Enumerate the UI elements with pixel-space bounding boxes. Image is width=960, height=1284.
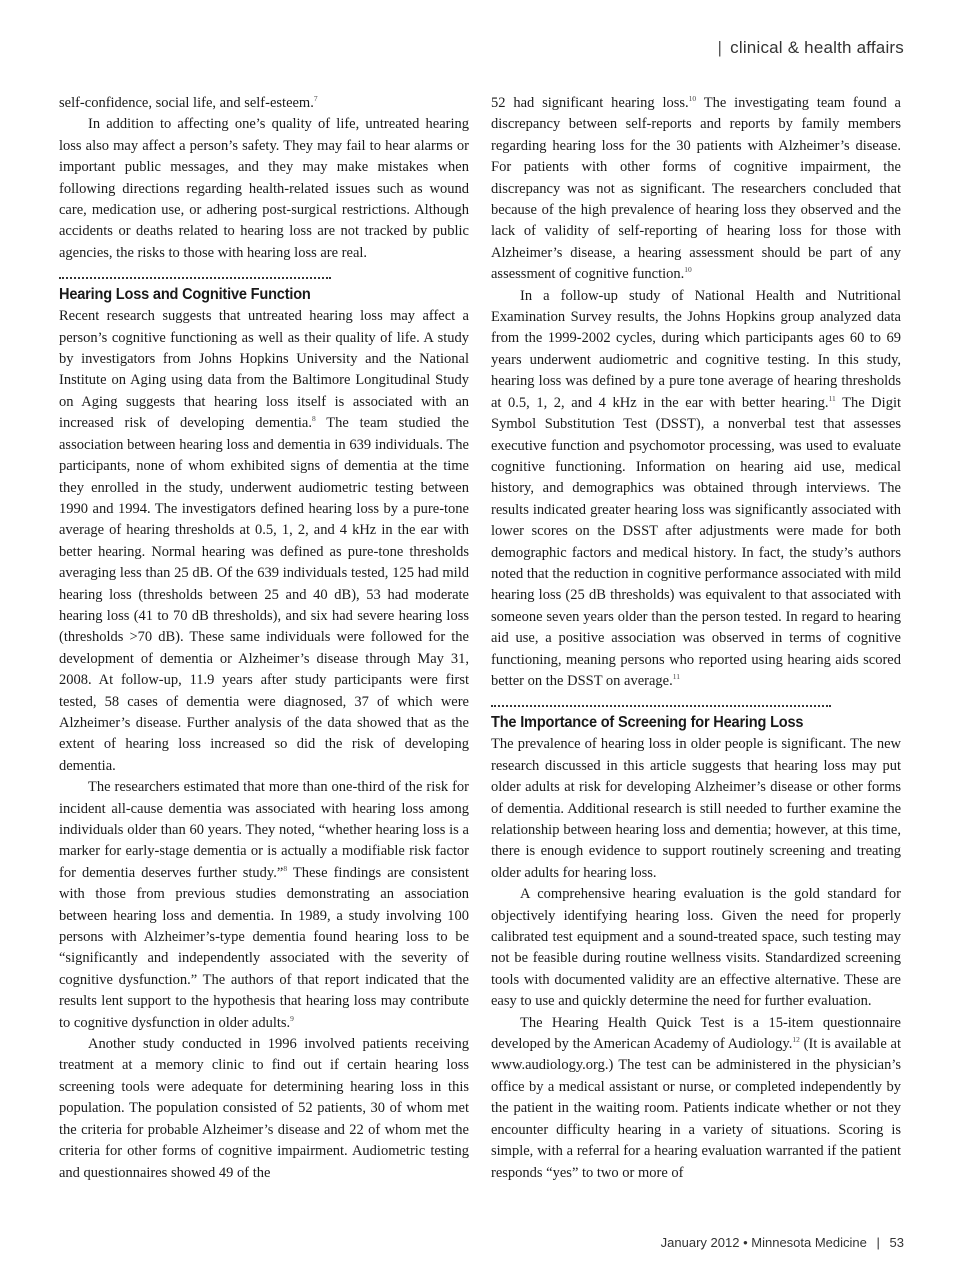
- journal-name: Minnesota Medicine: [751, 1235, 867, 1250]
- reference-marker: 8: [283, 863, 288, 873]
- running-head-separator: |: [717, 38, 723, 57]
- issue-date: January 2012: [660, 1235, 740, 1250]
- reference-marker: 10: [684, 265, 692, 275]
- reference-marker: 9: [290, 1013, 294, 1023]
- paragraph: In a follow-up study of National Health and Nutritional Examination Survey results, the Johns Hopkins group analyzed data from the 1999-2002 cycles, during which participants ages 60 to 69 years underwent audiometric and cognitive testing. In this study, hearing loss was defined by a pure tone average of hearing thresholds at 0.5, 1, 2, and 4 kHz in the ear with better hearing.$^{11}$ The Digit Symbol Substitution Test (DSST), a nonverbal test that assesses executive function and psychomotor processing, was used to evaluate cognitive functioning. Information on hearing aid use, medical history, and demographics was obtained through interviews. The results indicated greater hearing loss was significantly associated with lower scores on the DSST after adjustments were made for both demographic factors and medical history. In fact, the study’s authors noted that the reduction in cognitive performance associated with mild hearing loss (25 dB thresholds) was equivalent to that associated with someone seven years older than the person tested. In regard to hearing aid use, a positive association was observed in terms of cognitive functioning, meaning persons who reported using hearing aids scored better on the DSST on average.$^{11}$: [491, 287, 901, 689]
- left-column: [59, 93, 469, 1184]
- paragraph: self-confidence, social life, and self-esteem.$^7$: [59, 94, 318, 111]
- section-heading-screening: The Importance of Screening for Hearing Loss: [491, 714, 804, 732]
- section-divider: [59, 277, 331, 279]
- reference-marker: 10: [688, 94, 697, 103]
- reference-marker: 7: [313, 94, 318, 103]
- paragraph: The prevalence of hearing loss in older people is significant. The new research discussed in this article suggests that hearing loss may put older adults at risk for developing Alzheimer’s disease or other forms of dementia. Additional research is still needed to further examine the relationship between hearing loss and dementia; however, at this time, there is enough evidence to support routinely screening and treating older adults for hearing loss.: [491, 736, 901, 881]
- paragraph: Recent research suggests that untreated hearing loss may affect a person’s cognitive functioning as well as their quality of life. A study by investigators from Johns Hopkins University and the National Institute on Aging using data from the Baltimore Longitudinal Study on Aging suggests that hearing loss itself is associated with an increased risk of developing dementia.$^8$ The team studied the association between hearing loss and dementia in 639 individuals. The participants, none of whom exhibited signs of dementia at the time they enrolled in the study, underwent audiometric testing between 1990 and 1994. The investigators defined hearing loss by a pure-tone average of hearing thresholds at 0.5, 1, 2, and 4 kHz in the ear with better hearing. Normal hearing was defined as pure-tone thresholds averaging less than 25 dB. Of the 639 individuals tested, 125 had mild hearing loss (thresholds between 25 and 40 dB), 53 had moderate hearing loss (41 to 70 dB thresholds), and six had severe hearing loss (thresholds >70 dB). These same individuals were followed for the development of dementia or Alzheimer’s disease through May 31, 2008. At follow-up, 11.9 years after study participants were first tested, 58 cases of dementia were diagnosed, 37 of which were Alzheimer’s disease. Further analysis of the data showed that as the extent of hearing loss increased so did the risk of developing dementia.: [59, 308, 469, 774]
- right-column: [491, 93, 901, 1184]
- section-divider: [491, 705, 831, 707]
- paragraph: A comprehensive hearing evaluation is the gold standard for objectively identifying hearing loss. Given the need for properly calibrated test equipment and a sound-treated space, such testing may not be feasible during routine wellness visits. Standardized screening tools with documented validity are an effective alternative. These are easy to use and quickly determine the need for further evaluation.: [491, 886, 901, 1010]
- footer-separator: |: [876, 1235, 880, 1250]
- reference-marker: 11: [828, 393, 836, 403]
- page-number: 53: [889, 1235, 904, 1250]
- footer-bullet: •: [743, 1235, 748, 1250]
- paragraph: 52 had significant hearing loss.$^{10}$ The investigating team found a discrepancy between self-reports and reports by family members regarding hearing loss for the 30 patients with Alzheimer’s disease. For patients with other forms of cognitive impairment, the discrepancy was not as significant. The researchers concluded that because of the high prevalence of hearing loss they observed and the lack of validity of self-reporting of hearing loss for those with Alzheimer’s disease, a hearing assessment should be part of any assessment of cognitive function.$^{10}$: [491, 94, 901, 283]
- page-footer: [661, 1235, 904, 1250]
- running-head: [718, 38, 904, 58]
- paragraph: In addition to affecting one’s quality of life, untreated hearing loss also may affect a person’s safety. They may fail to hear alarms or important public messages, and they may make mistakes when following directions regarding health-related issues such as wound care, medication use, or adhering post-surgical restrictions. Although accidents or deaths related to hearing loss are not tracked by public agencies, the risks to those with hearing loss are real.: [59, 116, 469, 261]
- reference-marker: 8: [311, 414, 316, 424]
- reference-marker: 12: [792, 1035, 800, 1045]
- reference-marker: 11: [672, 671, 680, 681]
- section-heading-cognitive-function: Hearing Loss and Cognitive Function: [59, 286, 311, 304]
- paragraph: The researchers estimated that more than one-third of the risk for incident all-cause dementia was associated with hearing loss among individuals older than 60 years. They noted, “whether hearing loss is a marker for early-stage dementia or is actually a modifiable risk factor for dementia deserves further study.”$^8$ These findings are consistent with those from previous studies demonstrating an association between hearing loss and dementia. In 1989, a study involving 100 persons with Alzheimer’s-type dementia found hearing loss to be “significantly and independently associated with the severity of cognitive dysfunction.” The authors of that report indicated that the results lent support to the hypothesis that hearing loss may contribute to cognitive dysfunction in older adults.$^9$: [59, 779, 469, 1031]
- paragraph: The Hearing Health Quick Test is a 15-item questionnaire developed by the American Academy of Audiology.$^{12}$ (It is available at www.audiology.org.) The test can be administered in the physician’s office by a medical assistant or nurse, or completed independently by the patient in the waiting room. Patients indicate whether or not they encounter difficulty hearing in a variety of situations. Scoring is simple, with a referral for a hearing evaluation warranted if the patient responds “yes” to two or more of: [491, 1014, 901, 1181]
- section-label: clinical & health affairs: [730, 38, 904, 57]
- paragraph: Another study conducted in 1996 involved patients receiving treatment at a memory clinic to find out if certain hearing loss screening tools were adequate for determining hearing loss in this population. The population consisted of 52 patients, 30 of whom met the criteria for probable Alzheimer’s disease and 22 of whom met the criteria for other forms of cognitive impairment. Audiometric testing and questionnaires showed 49 of the: [59, 1036, 469, 1181]
